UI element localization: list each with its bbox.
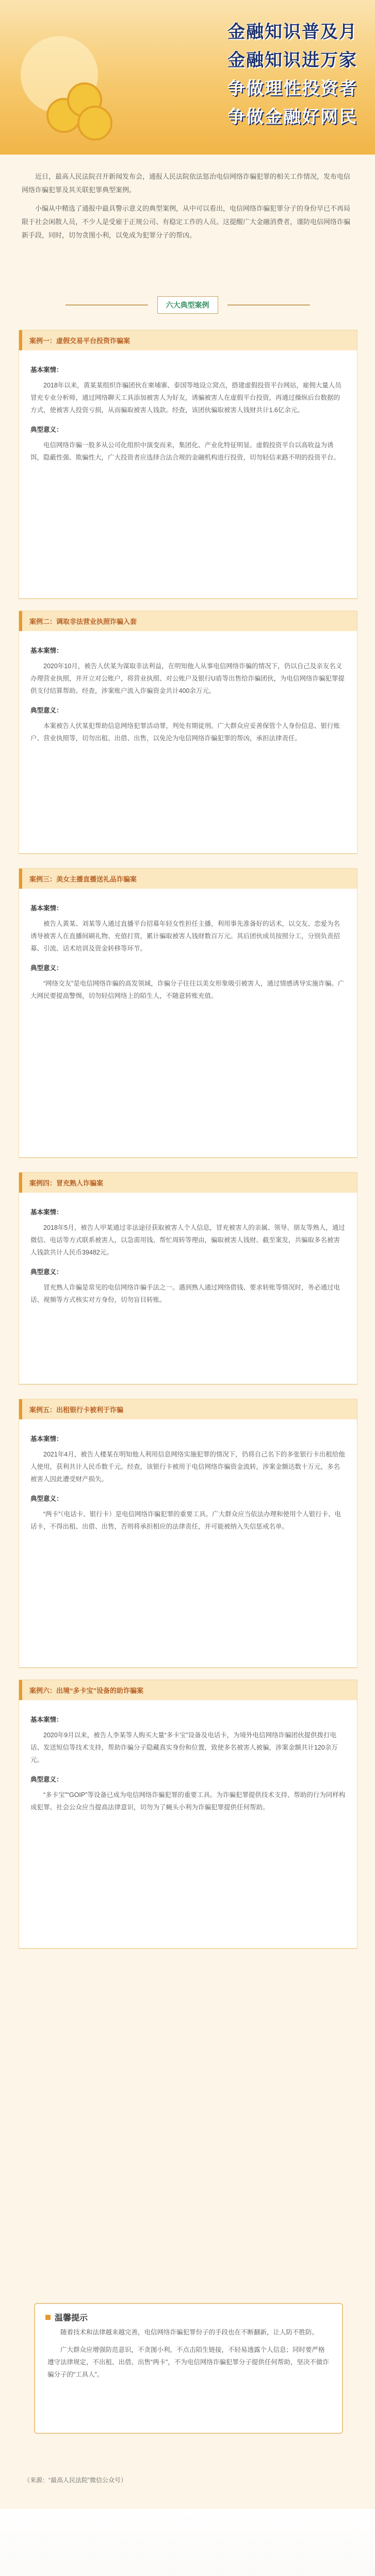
banner-title-stack [227,14,357,131]
case-title: 案例六：出境“多卡宝”设备的助诈骗案 [19,1680,357,1700]
case-body [19,1419,357,1542]
footer-banner [0,2509,375,2576]
tip-paragraph: 广大群众应增强防范意识，不贪图小利，不点击陌生链接，不轻易透露个人信息；同时要严格遵守法律规定，不出租、出借、出售“两卡”，不为电信网络诈骗犯罪分子提供任何帮助，坚决不做诈骗分子的“工具人”。 [47,2346,329,2378]
meaning-label: 典型意义： [30,426,63,433]
basic-label: 基本案情： [30,905,63,912]
basic-text: 2020年9月以来，被告人李某等人购买大量“多卡宝”设备及电话卡，为境外电信网络诈骗团伙提供拨打电话、发送短信等技术支持，帮助诈骗分子隐藏真实身份和位置，致使多名被害人被骗，涉案金额共计120余万元。 [30,1732,338,1764]
intro [22,170,353,247]
intro-paragraph: 小编从中精选了通报中最具警示意义的典型案例，从中可以看出，电信网络诈骗犯罪分子的身份早已不再局限于社会闲散人员，不少人是受雇于正规公司、有稳定工作的人员。这提醒广大金融消费者，谨防电信网络诈骗新手段，同时，切勿贪图小利，以免成为犯罪分子的帮凶。 [22,205,351,239]
banner-line-3: 争做理性投资者 [227,78,357,99]
banner-line-2: 金融知识进万家 [227,50,357,71]
tip-box [34,2303,343,2434]
section-header [0,296,375,314]
basic-label: 基本案情： [30,1716,63,1723]
tip-paragraph: 随着技术和法律越来越完善，电信网络诈骗犯罪份子的手段也在不断翻新，让人防不胜防。 [60,2329,319,2336]
case-body [19,1193,357,1315]
meaning-text: “网络交友”是电信网络诈骗的高发领域，诈骗分子往往以美女形象吸引被害人，通过情感诱导实施诈骗。广大网民要提高警惕，切勿轻信网络上的陌生人，不随意转账充值。 [30,980,345,999]
case-card-1 [19,330,357,599]
meaning-label: 典型意义： [30,707,63,714]
case-card-3 [19,868,357,1158]
case-card-4 [19,1172,357,1384]
basic-text: 被告人黄某、刘某等人通过直播平台招募年轻女性担任主播，利用事先准备好的话术，以交友、恋爱为名诱导被害人在直播间刷礼物、充值打赏，累计骗取被害人钱财数百万元。其后团伙成员按照分工，分别负责招募、引流、话术培训及资金转移等环节。 [30,920,340,952]
intro-paragraph: 近日，最高人民法院召开新闻发布会，通报人民法院依法惩治电信网络诈骗犯罪的相关工作情况，发布电信网络诈骗犯罪及其关联犯罪典型案例。 [22,173,351,194]
case-body [19,1700,357,1823]
basic-label: 基本案情： [30,366,63,374]
case-card-2 [19,611,357,854]
case-title: 案例四：冒充熟人诈骗案 [19,1173,357,1193]
basic-label: 基本案情： [30,1435,63,1443]
basic-label: 基本案情： [30,647,63,654]
meaning-label: 典型意义： [30,1776,63,1783]
meaning-text: 冒充熟人诈骗是常见的电信网络诈骗手法之一。遇到熟人通过网络借钱、要求转账等情况时，务必通过电话、视频等方式核实对方身份，切勿盲目转账。 [30,1284,340,1303]
case-title: 案例三：美女主播直播送礼品诈骗案 [19,869,357,889]
header-banner [0,0,375,155]
meaning-label: 典型意义： [30,1495,63,1502]
case-body [19,889,357,1011]
case-body [19,350,357,473]
banner-line-1: 金融知识普及月 [227,22,357,42]
case-body [19,631,357,754]
section-title: 六大典型案例 [157,296,218,314]
case-title: 案例五：出租银行卡被利于诈骗 [19,1399,357,1419]
case-title: 案例一：虚假交易平台投资诈骗案 [19,330,357,350]
bullet-icon [45,2315,51,2320]
coin-icon [77,106,112,141]
coins-illustration [46,77,108,139]
case-card-5 [19,1399,357,1668]
basic-label: 基本案情： [30,1209,63,1216]
meaning-text: “多卡宝”“GOIP”等设备已成为电信网络诈骗犯罪的重要工具。为诈骗犯罪提供技术支持、帮助的行为同样构成犯罪。社会公众应当提高法律意识，切勿为了蝇头小利为诈骗犯罪提供任何帮助。 [30,1791,346,1811]
basic-text: 2020年10月，被告人伏某为谋取非法利益，在明知他人从事电信网络诈骗的情况下，仍以自己及亲友名义办理营业执照，并开立对公账户，将营业执照、对公账户及银行U盾等出售给诈骗团伙，为电信网络诈骗犯罪提供支付结算帮助。经查，涉案账户流入诈骗资金共计400余万元。 [30,663,345,694]
meaning-label: 典型意义： [30,964,63,972]
meaning-label: 典型意义： [30,1268,63,1276]
basic-text: 2018年5月，被告人甲某通过非法途径获取被害人个人信息，冒充被害人的亲属、领导、朋友等熟人，通过微信、电话等方式联系被害人，以急需用钱、帮忙周转等理由，骗取被害人钱财。截至案发，共骗取多名被害人钱款共计人民币39482元。 [30,1224,345,1256]
source-note: （来源：“最高人民法院”微信公众号） [24,2477,127,2484]
tip-header [45,2311,332,2323]
case-card-6 [19,1680,357,1948]
case-title: 案例二：调取非法营业执照诈骗入套 [19,611,357,631]
divider [227,304,310,306]
basic-text: 2018年以来，黄某某组织诈骗团伙在柬埔寨、泰国等地设立窝点，搭建虚假投资平台网站，雇佣大量人员冒充专业分析师，通过网络聊天工具添加被害人为好友，诱骗被害人在虚假平台投资，再通过操纵后台数据的方式，使被害人投资亏损，从而骗取被害人钱款。经查，该团伙骗取被害人钱财共计1.6亿余元。 [30,382,341,414]
meaning-text: 本案被告人伏某犯帮助信息网络犯罪活动罪，判处有期徒刑。广大群众应妥善保管个人身份信息、银行账户、营业执照等，切勿出租、出借、出售，以免沦为电信网络诈骗犯罪的帮凶，承担法律责任。 [30,722,340,742]
meaning-text: “两卡”（电话卡、银行卡）是电信网络诈骗犯罪的重要工具。广大群众应当依法办理和使用个人银行卡、电话卡，不得出租、出借、出售，否则将承担相应的法律责任，并可能被纳入失信惩戒名单。 [30,1511,341,1530]
meaning-text: 电信网络诈骗一股多从公司化组织中演变而来，集团化、产业化特征明显。虚假投资平台以高收益为诱饵，隐蔽性强、欺骗性大，广大投资者应选择合法合规的金融机构进行投资，切勿轻信来路不明的投资平台。 [30,442,340,461]
divider [66,304,148,306]
banner-line-4: 争做金融好网民 [227,107,357,127]
basic-text: 2021年4月，被告人楼某在明知他人利用信息网络实施犯罪的情况下，仍将自己名下的多张银行卡出租给他人使用，获利共计人民币数千元。经查，该银行卡被用于电信网络诈骗资金流转，涉案金额达数十万元，多名被害人因此遭受财产损失。 [30,1451,345,1483]
tip-title: 温馨提示 [55,2314,88,2323]
